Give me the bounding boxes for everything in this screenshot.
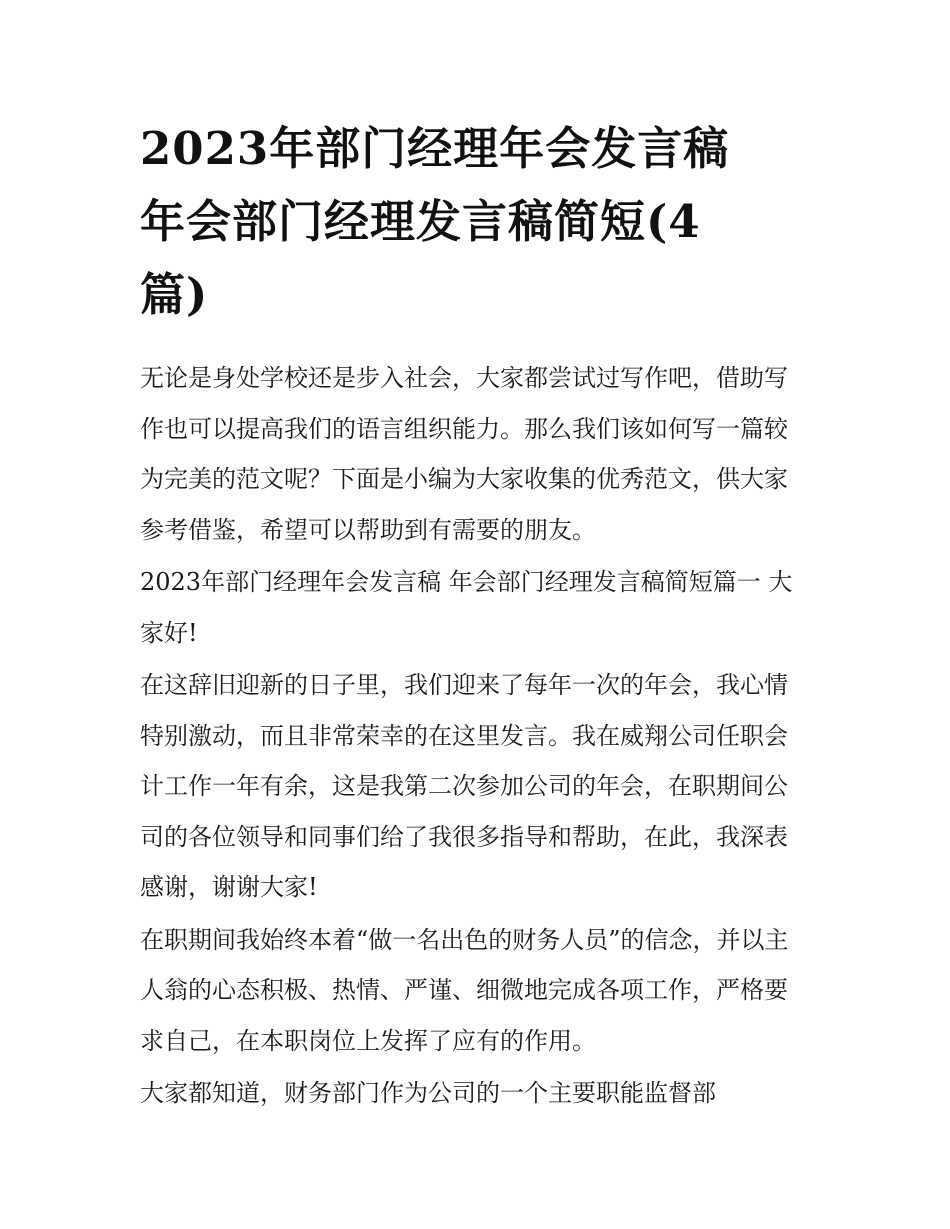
text-line: 特别激动，而且非常荣幸的在这里发言。我在威翔公司任职会 (140, 721, 788, 750)
document-content (140, 112, 820, 1121)
text-line: 在职期间我始终本着“做一名出色的财务人员”的信念，并以主 (140, 925, 789, 954)
section-heading-paragraph (140, 557, 820, 658)
text-line: 感谢，谢谢大家! (140, 873, 318, 901)
text-line: 人翁的心态积极、热情、严谨、细微地完成各项工作，严格要 (140, 976, 788, 1004)
text-line: 为完美的范文呢？下面是小编为大家收集的优秀范文，供大家 (140, 465, 788, 493)
text-line: 作也可以提高我们的语言组织能力。那么我们该如何写一篇较 (140, 414, 788, 443)
intro-paragraph (140, 353, 820, 555)
text-line: 求自己，在本职岗位上发挥了应有的作用。 (140, 1026, 596, 1055)
body-paragraph (140, 1068, 820, 1119)
text-line: 无论是身处学校还是步入社会，大家都尝试过写作吧，借助写 (140, 364, 788, 392)
body-paragraph (140, 915, 820, 1067)
title-line: 2023年部门经理年会发言稿 (140, 122, 730, 175)
document-title (140, 112, 820, 331)
text-line: 计工作一年有余，这是我第二次参加公司的年会，在职期间公 (140, 772, 788, 800)
title-line: 篇) (140, 268, 209, 321)
text-line: 参考借鉴，希望可以帮助到有需要的朋友。 (140, 515, 596, 544)
document-body (140, 353, 820, 1119)
text-line: 大家都知道，财务部门作为公司的一个主要职能监督部 (140, 1079, 716, 1107)
body-paragraph (140, 660, 820, 913)
title-line: 年会部门经理发言稿简短(4 (140, 195, 701, 248)
text-line: 2023年部门经理年会发言稿 年会部门经理发言稿简短篇一 大 (140, 568, 793, 596)
text-line: 司的各位领导和同事们给了我很多指导和帮助，在此，我深表 (140, 822, 788, 851)
text-line: 家好! (140, 618, 198, 647)
text-line: 在这辞旧迎新的日子里，我们迎来了每年一次的年会，我心情 (140, 671, 788, 699)
